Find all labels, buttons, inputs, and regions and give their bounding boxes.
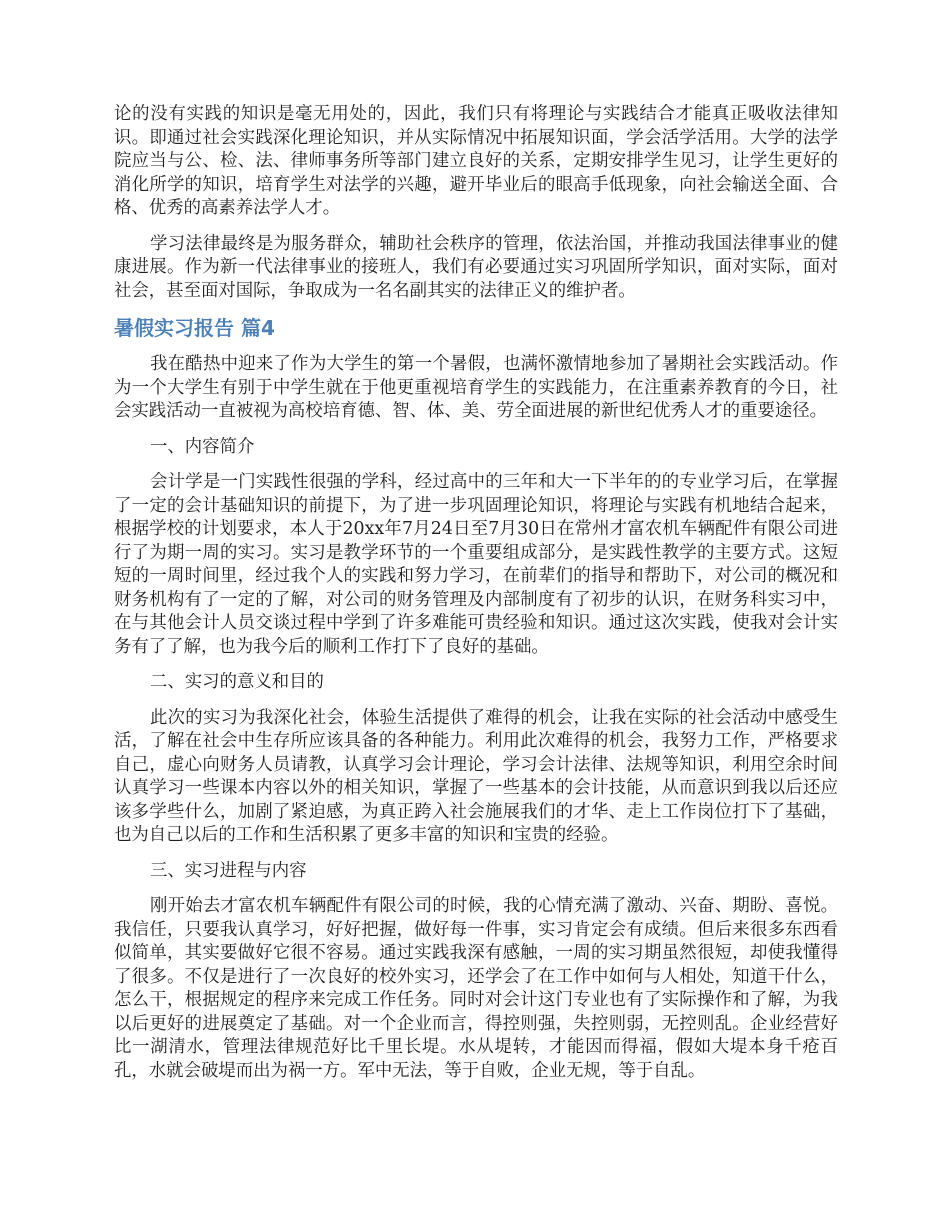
subheading-content-summary: 一、内容简介 [150, 436, 255, 457]
subheading-significance: 二、实习的意义和目的 [150, 672, 324, 692]
paragraph-content-summary: 会计学是一门实践性很强的学科，经过高中的三年和大一下半年的的专业学习后，在掌握了一定的会计基础知识的前提下，为了进一步巩固理论知识，将理论与实践有机地结合起来，根据学校的计划要求，本人于20xx年7月24日至7月30日在常州才富农机车辆配件有限公司进行了为期一周的实习。实习是教学环节的一个重要组成部分，是实践性教学的主要方式。这短短的一周时间里，经过我个人的实践和努力学习，在前辈们的指导和帮助下，对公司的概况和财务机构有了一定的了解，对公司的财务管理及内部制度有了初步的认识，在财务科实习中，在与其他会计人员交谈过程中学到了许多难能可贵经验和知识。通过这次实践，使我对会计实务有了了解，也为我今后的顺利工作打下了良好的基础。 [114, 472, 838, 657]
paragraph-continued: 论的没有实践的知识是毫无用处的，因此，我们只有将理论与实践结合才能真正吸收法律知识。即通过社会实践深化理论知识，并从实际情况中拓展知识面，学会活学活用。大学的法学院应当与公、检、法、律师事务所等部门建立良好的关系，定期安排学生见习，让学生更好的消化所学的知识，培育学生对法学的兴趣，避开毕业后的眼高手低现象，向社会输送全面、合格、优秀的高素养法学人才。 [114, 104, 838, 218]
paragraph-law-service: 学习法律最终是为服务群众，辅助社会秩序的管理，依法治国，并推动我国法律事业的健康进展。作为新一代法律事业的接班人，我们有必要通过实习巩固所学知识，面对实际，面对社会，甚至面对国际，争取成为一名名副其实的法律正义的维护者。 [114, 233, 838, 301]
section-heading: 暑假实习报告 篇4 [114, 316, 275, 340]
paragraph-intro: 我在酷热中迎来了作为大学生的第一个暑假，也满怀激情地参加了暑期社会实践活动。作为一个大学生有别于中学生就在于他更重视培育学生的实践能力，在注重素养教育的今日，社会实践活动一直被视为高校培育德、智、体、美、劳全面进展的新世纪优秀人才的重要途径。 [114, 354, 838, 421]
subheading-process: 三、实习进程与内容 [150, 860, 307, 881]
paragraph-process: 刚开始去才富农机车辆配件有限公司的时候，我的心情充满了激动、兴奋、期盼、喜悦。我信任，只要我认真学习，好好把握，做好每一件事，实习肯定会有成绩。但后来很多东西看似简单，其实要做好它很不容易。通过实践我深有感触，一周的实习期虽然很短，却使我懂得了很多。不仅是进行了一次良好的校外实习，还学会了在工作中如何与人相处，知道干什么，怎么干，根据规定的程序来完成工作任务。同时对会计这门专业也有了实际操作和了解，为我以后更好的进展奠定了基础。对一个企业而言，得控则强，失控则弱，无控则乱。企业经营好比一湖清水，管理法律规范好比千里长堤。水从堤转，才能因而得福，假如大堤本身千疮百孔，水就会破堤而出为祸一方。军中无法，等于自败，企业无规，等于自乱。 [114, 896, 838, 1081]
document-page [114, 103, 838, 1095]
paragraph-significance: 此次的实习为我深化社会，体验生活提供了难得的机会，让我在实际的社会活动中感受生活，了解在社会中生存所应该具备的各种能力。利用此次难得的机会，我努力工作，严格要求自己，虚心向财务人员请教，认真学习会计理论，学习会计法律、法规等知识，利用空余时间认真学习一些课本内容以外的相关知识，掌握了一些基本的会计技能，从而意识到我以后还应该多学些什么，加剧了紧迫感，为真正跨入社会施展我们的才华、走上工作岗位打下了基础，也为自己以后的工作和生活积累了更多丰富的知识和宝贵的经验。 [114, 707, 838, 845]
